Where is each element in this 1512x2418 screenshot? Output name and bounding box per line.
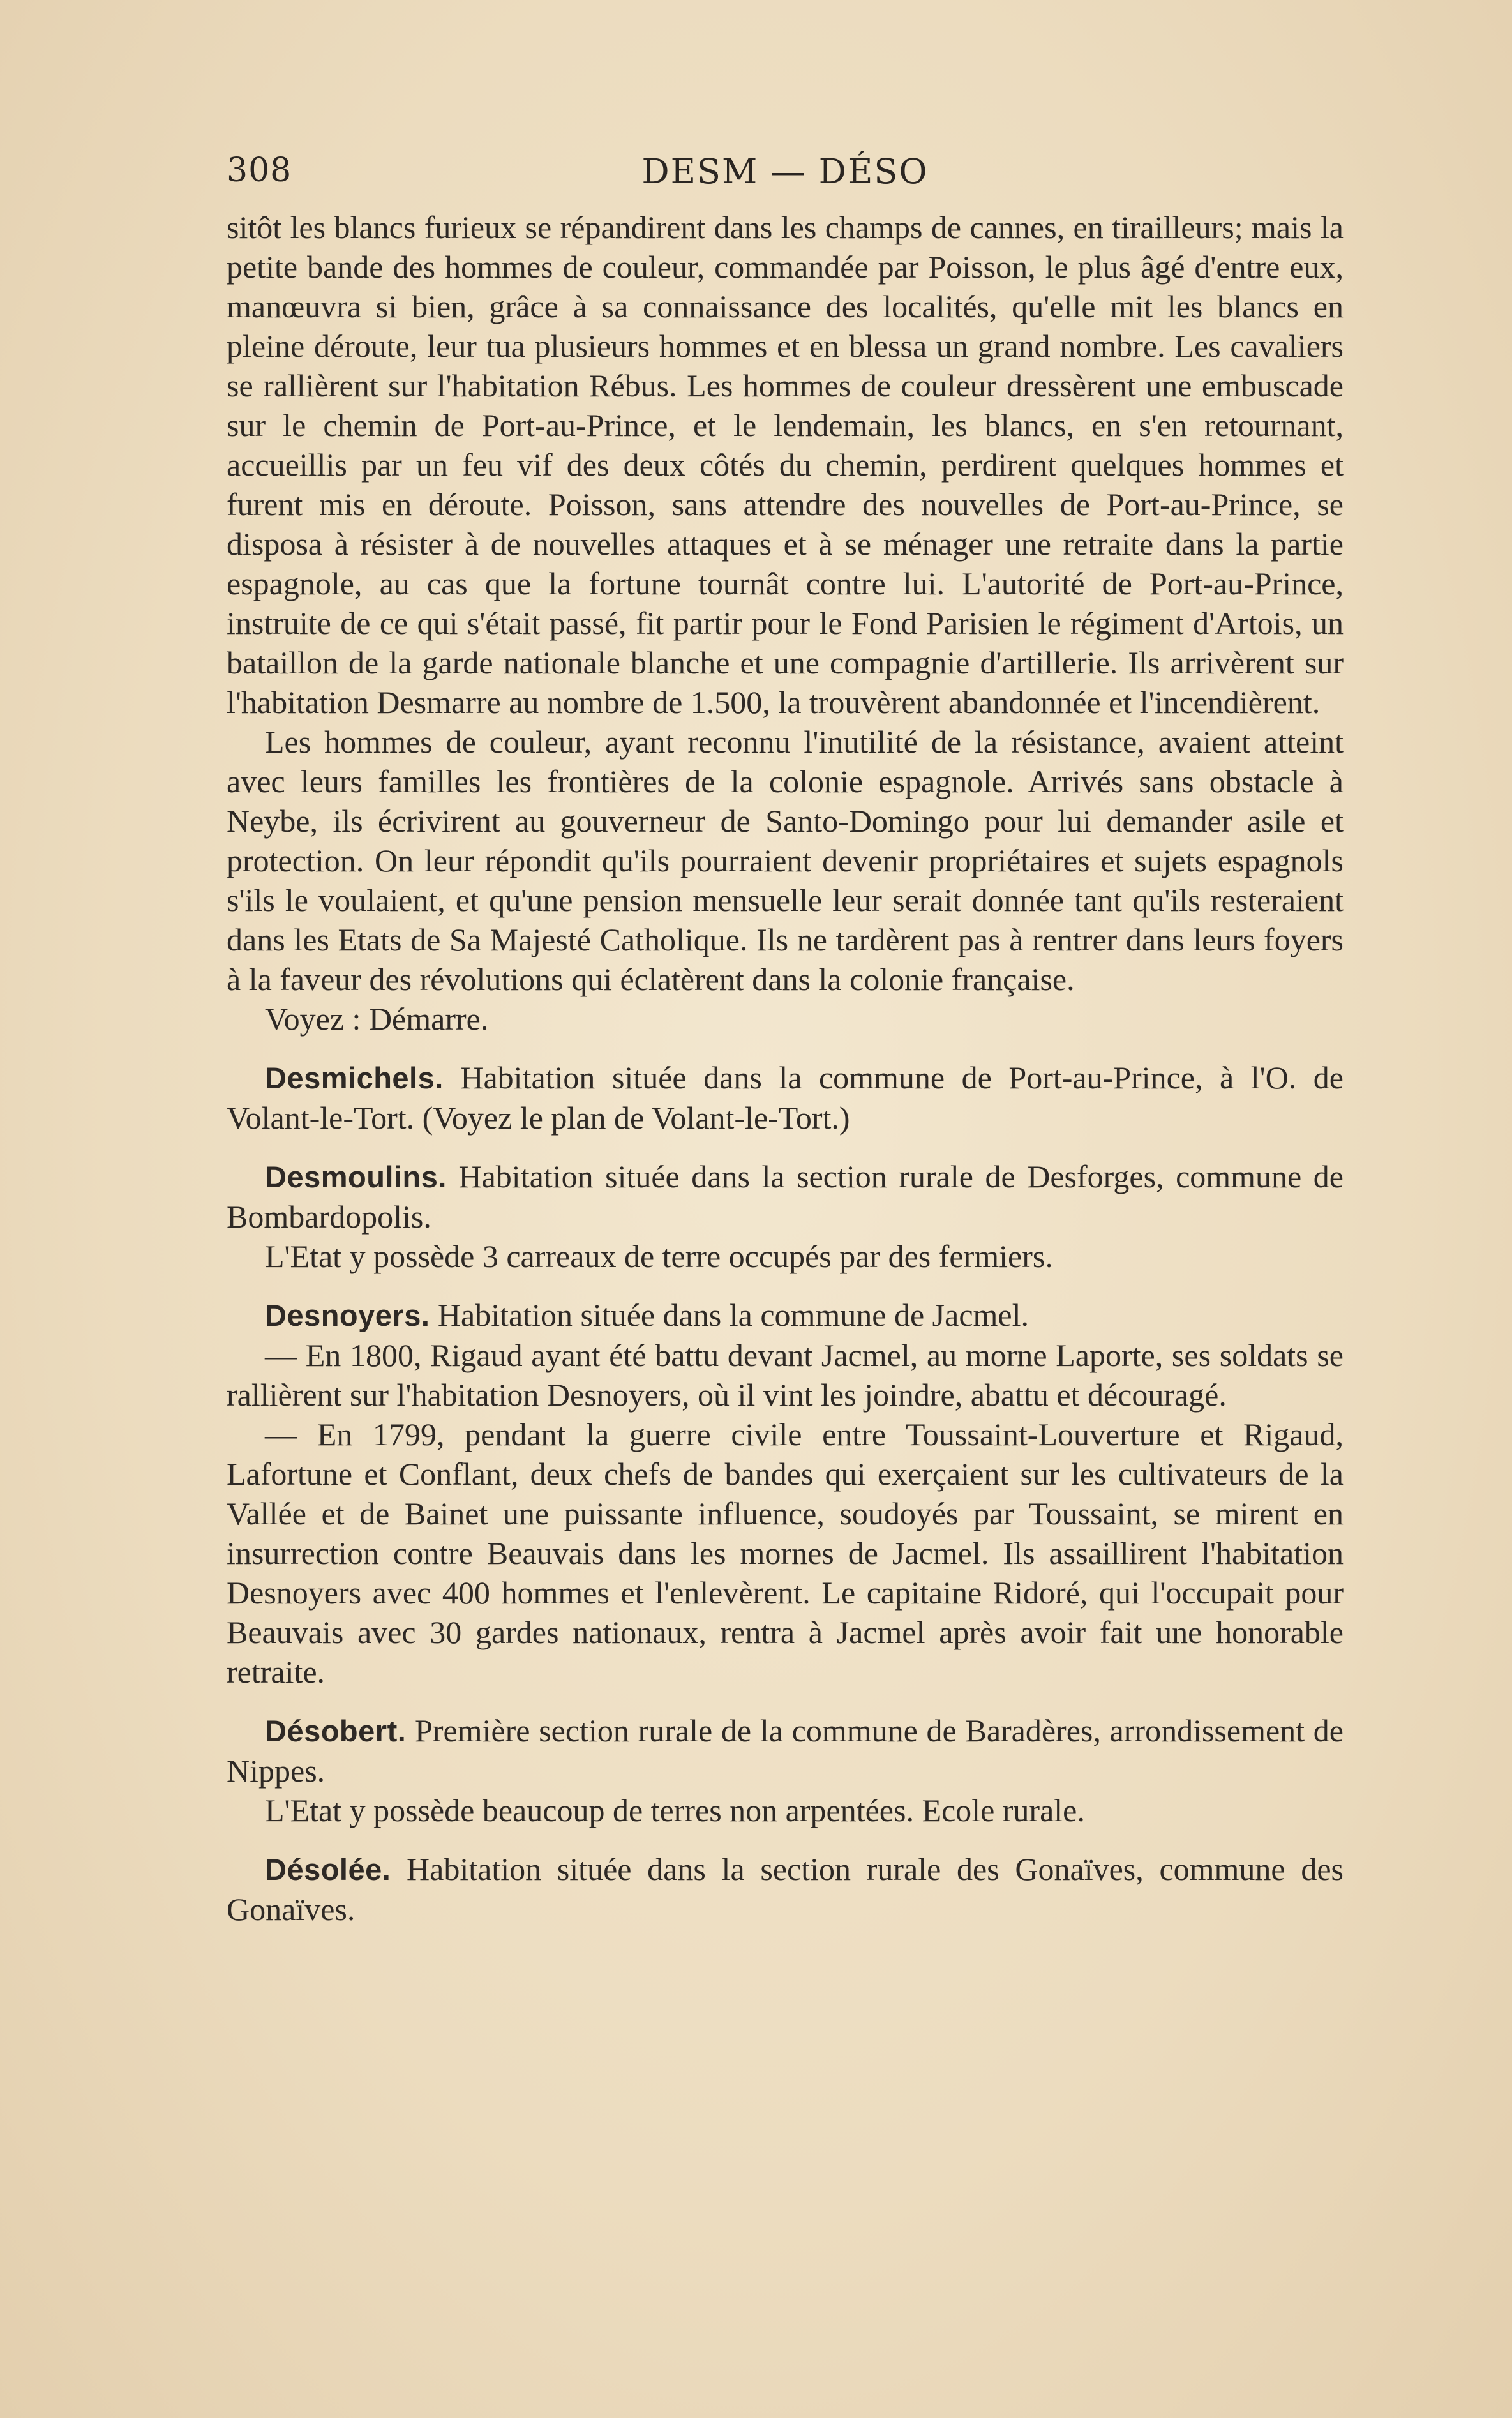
entry-desmoulins xyxy=(227,1157,1344,1236)
entry-desnoyers-1799: — En 1799, pendant la guerre civile entre Toussaint-Louverture et Rigaud, Lafortune et Conflant, deux chefs de bandes qui exerçaient sur les cultivateurs de la Vallée et de Bainet une puissante influence, soudoyés par Toussaint, se mirent en insurrection contre Beauvais dans les mornes de Jacmel. Ils assaillirent l'habitation Desnoyers avec 400 hommes et l'enlevèrent. Le capitaine Ridoré, qui l'occupait pour Beauvais avec 30 gardes nationaux, rentra à Jacmel après avoir fait une honorable retraite. xyxy=(227,1416,1344,1690)
entry-term-desobert: Désobert. xyxy=(265,1714,407,1748)
entry-desobert xyxy=(227,1711,1344,1791)
entry-term-desmichels: Desmichels. xyxy=(265,1061,444,1095)
body-text xyxy=(227,207,1344,1929)
entry-text-desmoulins: Habitation située dans la section rurale de Desforges, commune de Bombardopolis. xyxy=(227,1159,1344,1235)
see-also-reference: Voyez : Démarre. xyxy=(265,1001,489,1037)
entry-text-desmichels: Habitation située dans la commune de Port-au-Prince, à l'O. de Volant-le-Tort. (Voyez le plan de Volant-le-Tort.) xyxy=(227,1060,1344,1136)
page-number: 308 xyxy=(227,151,292,190)
entry-desobert-note: L'Etat y possède beaucoup de terres non arpentées. Ecole rurale. xyxy=(265,1792,1085,1828)
entry-desolee xyxy=(227,1849,1344,1929)
entry-term-desolee: Désolée. xyxy=(265,1852,391,1886)
entry-text-desobert: Première section rurale de la commune de Baradères, arrondissement de Nippes. xyxy=(227,1713,1344,1789)
entry-desnoyers xyxy=(227,1295,1344,1335)
entry-desmichels xyxy=(227,1058,1344,1138)
paragraph-refugees: Les hommes de couleur, ayant reconnu l'inutilité de la résistance, avaient atteint avec leurs familles les frontières de la colonie espagnole. Arrivés sans obstacle à Neybe, ils écrivirent au gouverneur de Santo-Domingo pour lui demander asile et protection. On leur répondit qu'ils pourraient devenir propriétaires et sujets espagnols s'ils le voulaient, et qu'une pension mensuelle leur serait donnée tant qu'ils resteraient dans les Etats de Sa Majesté Catholique. Ils ne tardèrent pas à rentrer dans leurs foyers à la faveur des révolutions qui éclatèrent dans la colonie française. xyxy=(227,724,1344,997)
entry-desnoyers-1800: — En 1800, Rigaud ayant été battu devant Jacmel, au morne Laporte, ses soldats se rallièrent sur l'habitation Desnoyers, où il vint les joindre, abattu et découragé. xyxy=(227,1337,1344,1413)
running-head: DESM — DÉSO xyxy=(641,151,929,191)
entry-text-desolee: Habitation située dans la section rurale des Gonaïves, commune des Gonaïves. xyxy=(227,1851,1344,1927)
paragraph-continuation: sitôt les blancs furieux se répandirent dans les champs de cannes, en tirailleurs; mais la petite bande des hommes de couleur, commandée par Poisson, le plus âgé d'entre eux, manœuvra si bien, grâce à sa connaissance des localités, qu'elle mit les blancs en pleine déroute, leur tua plusieurs hommes et en blessa un grand nombre. Les cavaliers se rallièrent sur l'habitation Rébus. Les hommes de couleur dressèrent une embuscade sur le chemin de Port-au-Prince, et le lendemain, les blancs, en s'en retournant, accueillis par un feu vif des deux côtés du chemin, perdirent quelques hommes et furent mis en déroute. Poisson, sans attendre des nouvelles de Port-au-Prince, se disposa à résister à de nouvelles attaques et à se ménager une retraite dans la partie espagnole, au cas que la fortune tournât contre lui. L'autorité de Port-au-Prince, instruite de ce qui s'était passé, fit partir pour le Fond Parisien le régiment d'Artois, un bataillon de la garde nationale blanche et une compagnie d'artillerie. Ils arrivèrent sur l'habitation Desmarre au nombre de 1.500, la trouvèrent abandonnée et l'incendièrent. xyxy=(227,209,1344,720)
entry-text-desnoyers: Habitation située dans la commune de Jacmel. xyxy=(430,1297,1029,1333)
entry-term-desmoulins: Desmoulins. xyxy=(265,1160,447,1194)
entry-desmoulins-note: L'Etat y possède 3 carreaux de terre occupés par des fermiers. xyxy=(265,1238,1053,1274)
page-header xyxy=(227,144,1344,201)
entry-term-desnoyers: Desnoyers. xyxy=(265,1298,430,1332)
